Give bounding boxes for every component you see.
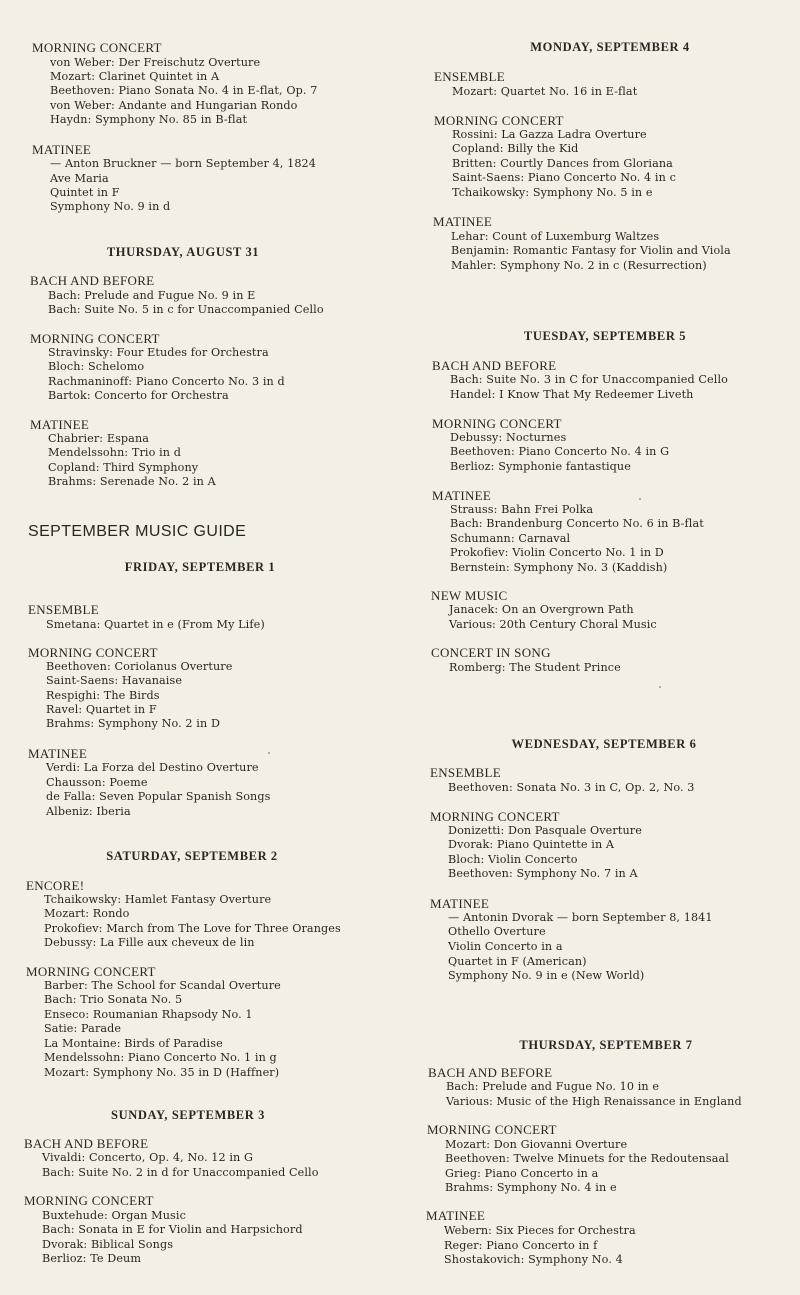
program-entry: Symphony No. 9 in d bbox=[50, 200, 171, 213]
program-entry: Grieg: Piano Concerto in a bbox=[445, 1167, 599, 1180]
program-entry: Brahms: Symphony No. 4 in e bbox=[445, 1181, 617, 1194]
program-entry: Dvorak: Biblical Songs bbox=[42, 1238, 174, 1251]
section-heading-morning-concert: MORNING CONCERT bbox=[30, 331, 160, 346]
program-entry: Reger: Piano Concerto in f bbox=[444, 1239, 598, 1252]
program-entry: Bach: Suite No. 5 in c for Unaccompanied Cello bbox=[48, 303, 324, 316]
program-entry: Mahler: Symphony No. 2 in c (Resurrection) bbox=[451, 259, 707, 272]
program-entry: Bloch: Schelomo bbox=[48, 360, 145, 373]
section-heading-matinee: MATINEE bbox=[32, 142, 92, 157]
program-entry: Bach: Trio Sonata No. 5 bbox=[44, 993, 183, 1006]
section-heading-ensemble: ENSEMBLE bbox=[28, 602, 100, 617]
day-heading: SUNDAY, SEPTEMBER 3 bbox=[111, 1108, 265, 1122]
program-entry: Barber: The School for Scandal Overture bbox=[44, 979, 281, 992]
section-heading-concert-in-song: CONCERT IN SONG bbox=[431, 645, 551, 660]
section-heading-ensemble: ENSEMBLE bbox=[434, 69, 506, 84]
program-entry: Bartok: Concerto for Orchestra bbox=[48, 389, 229, 402]
program-entry: Debussy: Nocturnes bbox=[450, 431, 567, 444]
day-heading: MONDAY, SEPTEMBER 4 bbox=[530, 40, 690, 54]
program-entry: Verdi: La Forza del Destino Overture bbox=[46, 761, 259, 774]
program-entry: Beethoven: Coriolanus Overture bbox=[46, 660, 233, 673]
program-entry: Mendelssohn: Trio in d bbox=[48, 446, 181, 459]
section-heading-morning-concert: MORNING CONCERT bbox=[434, 113, 564, 128]
program-entry: Bach: Suite No. 2 in d for Unaccompanied Cello bbox=[42, 1166, 319, 1179]
section-heading-ensemble: ENSEMBLE bbox=[430, 765, 502, 780]
program-entry: Dvorak: Piano Quintette in A bbox=[448, 838, 615, 851]
day-heading: WEDNESDAY, SEPTEMBER 6 bbox=[511, 737, 697, 751]
program-entry: Saint-Saens: Havanaise bbox=[46, 674, 183, 687]
section-heading-encore: ENCORE! bbox=[26, 878, 85, 893]
section-heading-matinee: MATINEE bbox=[430, 896, 490, 911]
program-entry: La Montaine: Birds of Paradise bbox=[44, 1037, 223, 1050]
day-heading: SATURDAY, SEPTEMBER 2 bbox=[106, 849, 278, 863]
program-entry: Othello Overture bbox=[448, 925, 546, 938]
program-entry: Brahms: Symphony No. 2 in D bbox=[46, 717, 221, 730]
program-entry: de Falla: Seven Popular Spanish Songs bbox=[46, 790, 271, 803]
section-heading-morning-concert: MORNING CONCERT bbox=[24, 1193, 154, 1208]
day-heading: FRIDAY, SEPTEMBER 1 bbox=[124, 560, 276, 574]
section-heading-new-music: NEW MUSIC bbox=[431, 588, 508, 603]
program-entry: Berlioz: Te Deum bbox=[42, 1252, 142, 1265]
program-entry: Berlioz: Symphonie fantastique bbox=[450, 460, 631, 473]
program-entry: Ravel: Quartet in F bbox=[46, 703, 157, 716]
section-heading-bach-and-before: BACH AND BEFORE bbox=[24, 1136, 149, 1151]
program-entry: Benjamin: Romantic Fantasy for Violin and Viola bbox=[451, 244, 731, 257]
program-entry: Bach: Prelude and Fugue No. 9 in E bbox=[48, 289, 256, 302]
day-heading: TUESDAY, SEPTEMBER 5 bbox=[523, 329, 687, 343]
program-entry: Tchaikowsky: Symphony No. 5 in e bbox=[452, 186, 653, 199]
section-heading-matinee: MATINEE bbox=[426, 1208, 486, 1223]
section-heading-matinee: MATINEE bbox=[28, 746, 88, 761]
program-entry: Ave Maria bbox=[50, 172, 109, 185]
paper-speck bbox=[639, 498, 641, 500]
program-entry: — Antonin Dvorak — born September 8, 1841 bbox=[448, 911, 713, 924]
program-entry: Copland: Third Symphony bbox=[48, 461, 199, 474]
program-entry: Beethoven: Piano Sonata No. 4 in E-flat, Op. 7 bbox=[50, 84, 318, 97]
program-entry: Tchaikowsky: Hamlet Fantasy Overture bbox=[44, 893, 272, 906]
section-heading-morning-concert: MORNING CONCERT bbox=[432, 416, 562, 431]
program-entry: von Weber: Andante and Hungarian Rondo bbox=[50, 99, 298, 112]
program-entry: Albeniz: Iberia bbox=[46, 805, 131, 818]
program-entry: Beethoven: Symphony No. 7 in A bbox=[448, 867, 638, 880]
program-entry: Prokofiev: March from The Love for Three Oranges bbox=[44, 922, 341, 935]
section-heading-matinee: MATINEE bbox=[30, 417, 90, 432]
program-entry: Mozart: Clarinet Quintet in A bbox=[50, 70, 220, 83]
program-entry: Violin Concerto in a bbox=[448, 940, 563, 953]
program-entry: Saint-Saens: Piano Concerto No. 4 in c bbox=[452, 171, 676, 184]
day-heading: THURSDAY, SEPTEMBER 7 bbox=[519, 1038, 693, 1052]
program-entry: Various: Music of the High Renaissance in England bbox=[446, 1095, 742, 1108]
program-entry: Mozart: Quartet No. 16 in E-flat bbox=[452, 85, 638, 98]
program-entry: Haydn: Symphony No. 85 in B-flat bbox=[50, 113, 248, 126]
program-entry: Beethoven: Piano Concerto No. 4 in G bbox=[450, 445, 670, 458]
program-entry: Bernstein: Symphony No. 3 (Kaddish) bbox=[450, 561, 668, 574]
program-entry: Satie: Parade bbox=[44, 1022, 122, 1035]
program-entry: Copland: Billy the Kid bbox=[452, 142, 579, 155]
program-entry: Handel: I Know That My Redeemer Liveth bbox=[450, 388, 694, 401]
program-entry: Schumann: Carnaval bbox=[450, 532, 571, 545]
program-entry: Britten: Courtly Dances from Gloriana bbox=[452, 157, 673, 170]
program-entry: Bach: Prelude and Fugue No. 10 in e bbox=[446, 1080, 660, 1093]
program-entry: Strauss: Bahn Frei Polka bbox=[450, 503, 594, 516]
day-heading: THURSDAY, AUGUST 31 bbox=[106, 245, 260, 259]
program-entry: Bach: Sonata in E for Violin and Harpsichord bbox=[42, 1223, 303, 1236]
program-entry: Beethoven: Twelve Minuets for the Redoutensaal bbox=[445, 1152, 729, 1165]
program-entry: Donizetti: Don Pasquale Overture bbox=[448, 824, 642, 837]
program-entry: Chabrier: Espana bbox=[48, 432, 150, 445]
section-heading-morning-concert: MORNING CONCERT bbox=[430, 809, 560, 824]
program-entry: von Weber: Der Freischutz Overture bbox=[50, 56, 261, 69]
program-entry: Shostakovich: Symphony No. 4 bbox=[444, 1253, 623, 1266]
program-entry: Quintet in F bbox=[50, 186, 120, 199]
program-entry: Mendelssohn: Piano Concerto No. 1 in g bbox=[44, 1051, 277, 1064]
program-entry: Vivaldi: Concerto, Op. 4, No. 12 in G bbox=[42, 1151, 254, 1164]
program-entry: Mozart: Symphony No. 35 in D (Haffner) bbox=[44, 1066, 280, 1079]
program-entry: — Anton Bruckner — born September 4, 1824 bbox=[50, 157, 316, 170]
program-entry: Respighi: The Birds bbox=[46, 689, 160, 702]
program-entry: Janacek: On an Overgrown Path bbox=[449, 603, 634, 616]
section-heading-morning-concert: MORNING CONCERT bbox=[427, 1122, 557, 1137]
program-entry: Stravinsky: Four Etudes for Orchestra bbox=[48, 346, 269, 359]
program-entry: Prokofiev: Violin Concerto No. 1 in D bbox=[450, 546, 664, 559]
program-entry: Chausson: Poeme bbox=[46, 776, 148, 789]
program-entry: Buxtehude: Organ Music bbox=[42, 1209, 186, 1222]
paper-speck bbox=[659, 686, 661, 688]
section-heading-matinee: MATINEE bbox=[432, 488, 492, 503]
program-entry: Mozart: Rondo bbox=[44, 907, 130, 920]
section-heading-bach-and-before: BACH AND BEFORE bbox=[432, 358, 557, 373]
program-entry: Smetana: Quartet in e (From My Life) bbox=[46, 618, 265, 631]
program-entry: Quartet in F (American) bbox=[448, 955, 587, 968]
program-entry: Brahms: Serenade No. 2 in A bbox=[48, 475, 216, 488]
program-entry: Bloch: Violin Concerto bbox=[448, 853, 578, 866]
program-entry: Mozart: Don Giovanni Overture bbox=[445, 1138, 628, 1151]
program-entry: Webern: Six Pieces for Orchestra bbox=[444, 1224, 636, 1237]
section-heading-bach-and-before: BACH AND BEFORE bbox=[30, 273, 155, 288]
program-entry: Debussy: La Fille aux cheveux de lin bbox=[44, 936, 255, 949]
program-entry: Romberg: The Student Prince bbox=[449, 661, 621, 674]
section-heading-morning-concert: MORNING CONCERT bbox=[28, 645, 158, 660]
paper-speck bbox=[268, 752, 270, 754]
program-entry: Bach: Suite No. 3 in C for Unaccompanied Cello bbox=[450, 373, 728, 386]
program-entry: Rachmaninoff: Piano Concerto No. 3 in d bbox=[48, 375, 285, 388]
section-heading-bach-and-before: BACH AND BEFORE bbox=[428, 1065, 553, 1080]
section-heading-morning-concert: MORNING CONCERT bbox=[32, 40, 162, 55]
section-heading-morning-concert: MORNING CONCERT bbox=[26, 964, 156, 979]
program-entry: Symphony No. 9 in e (New World) bbox=[448, 969, 645, 982]
program-entry: Various: 20th Century Choral Music bbox=[449, 618, 657, 631]
program-entry: Rossini: La Gazza Ladra Overture bbox=[452, 128, 647, 141]
program-entry: Beethoven: Sonata No. 3 in C, Op. 2, No. 3 bbox=[448, 781, 695, 794]
guide-title: SEPTEMBER MUSIC GUIDE bbox=[28, 523, 247, 540]
section-heading-matinee: MATINEE bbox=[433, 214, 493, 229]
program-entry: Enseco: Roumanian Rhapsody No. 1 bbox=[44, 1008, 253, 1021]
program-entry: Lehar: Count of Luxemburg Waltzes bbox=[451, 230, 660, 243]
program-entry: Bach: Brandenburg Concerto No. 6 in B-flat bbox=[450, 517, 704, 530]
